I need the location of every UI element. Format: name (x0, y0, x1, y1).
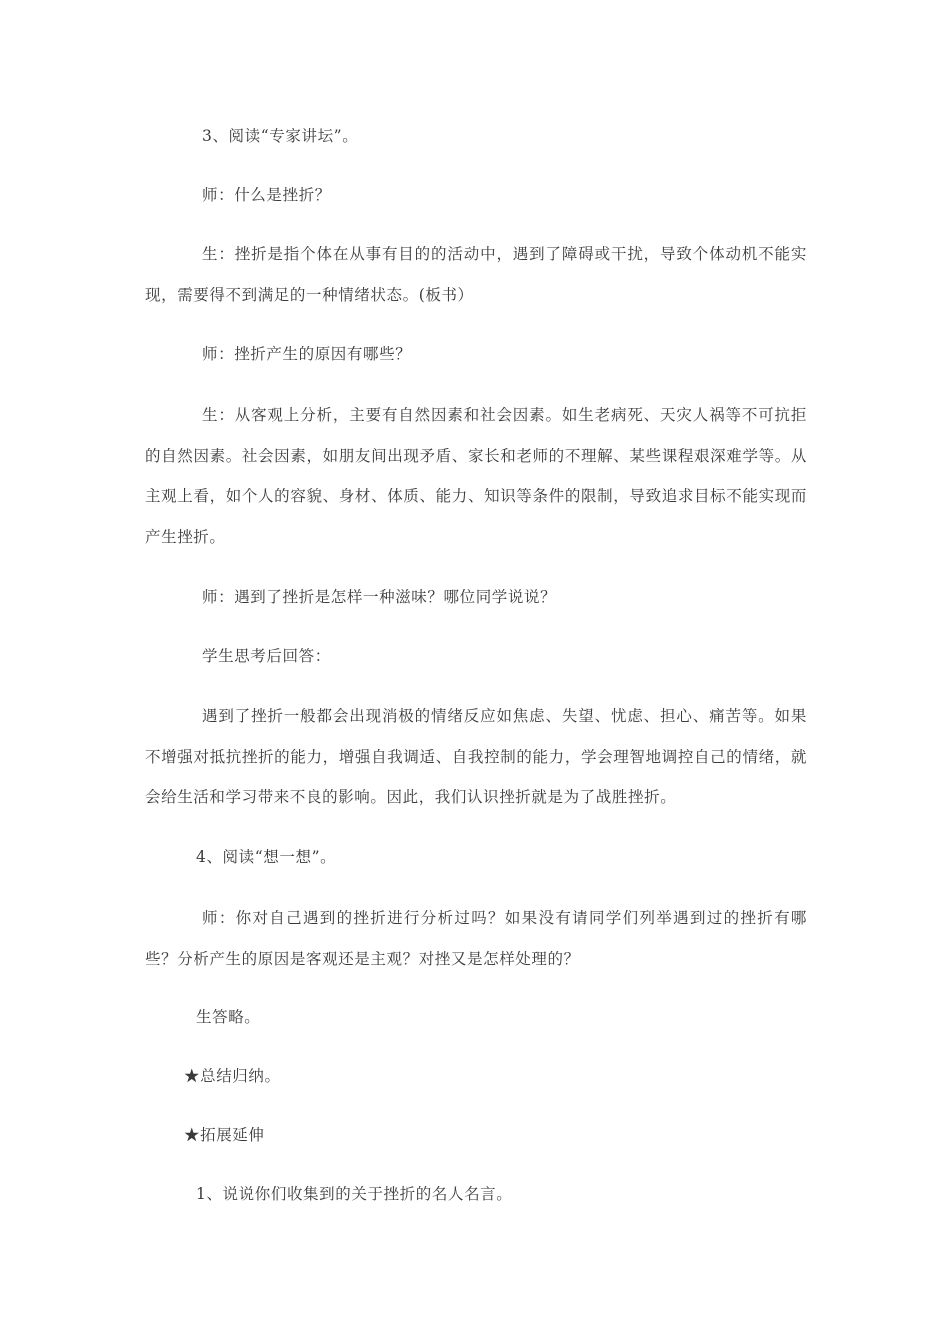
paragraph-student-omit: 生答略。 (196, 1008, 261, 1026)
paragraph-student-answer-2: 生：从客观上分析，主要有自然因素和社会因素。如生老病死、天灾人祸等不可抗拒的自然因素。社会因素，如朋友间出现矛盾、家长和老师的不理解、某些课程艰深难学等。从主观上看，如个人的容貌、身材、体质、能力、知识等条件的限制，导致追求目标不能实现而产生挫折。 (145, 406, 807, 546)
paragraph-teacher-question-2: 师：挫折产生的原因有哪些？ (202, 345, 412, 363)
paragraph-read-think: 4、阅读“想一想”。 (196, 848, 337, 866)
paragraph-quotes: 1、说说你们收集到的关于挫折的名人名言。 (196, 1185, 513, 1203)
heading-summary: ★总结归纳。 (184, 1067, 281, 1085)
paragraph-student-answer-3: 遇到了挫折一般都会出现消极的情绪反应如焦虑、失望、忧虑、担心、痛苦等。如果不增强对抵抗挫折的能力，增强自我调适、自我控制的能力，学会理智地调控自己的情绪，就会给生活和学习带来不良的影响。因此，我们认识挫折就是为了战胜挫折。 (145, 707, 807, 806)
paragraph-student-answer-1: 生：挫折是指个体在从事有目的的活动中，遇到了障碍或干扰，导致个体动机不能实现，需要得不到满足的一种情绪状态。(板书） (145, 245, 807, 304)
heading-extension: ★拓展延伸 (184, 1126, 265, 1144)
paragraph-teacher-question-3: 师：遇到了挫折是怎样一种滋味？哪位同学说说？ (202, 588, 557, 606)
paragraph-read-expert: 3、阅读“专家讲坛”。 (202, 127, 359, 145)
paragraph-teacher-question-4: 师：你对自己遇到的挫折进行分析过吗？如果没有请同学们列举遇到过的挫折有哪些？分析产生的原因是客观还是主观？对挫又是怎样处理的？ (145, 909, 807, 968)
paragraph-student-think: 学生思考后回答： (202, 647, 331, 665)
paragraph-teacher-question-1: 师：什么是挫折？ (202, 186, 331, 204)
